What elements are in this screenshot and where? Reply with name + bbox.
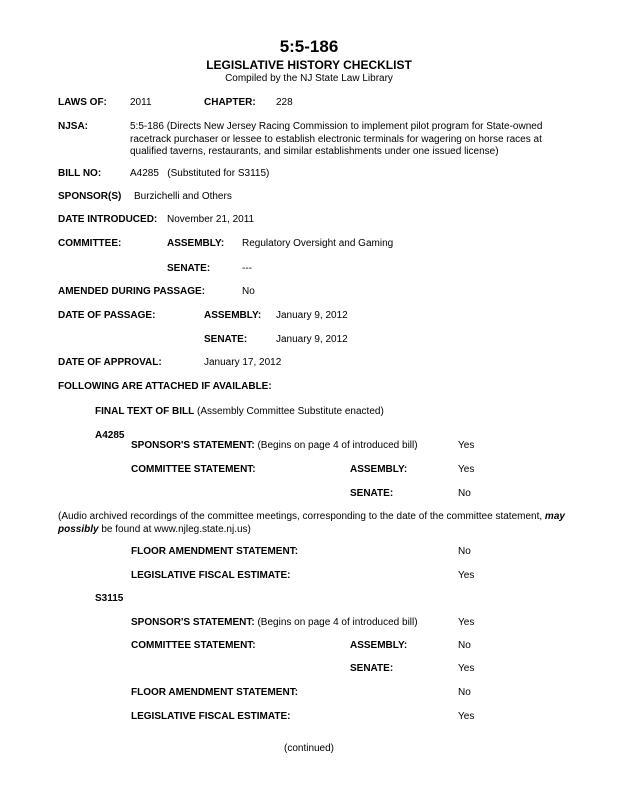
a4285-fiscal-value: Yes bbox=[458, 570, 475, 581]
date-introduced-value: November 21, 2011 bbox=[167, 214, 255, 225]
committee-senate-label: SENATE: bbox=[167, 263, 211, 274]
a4285-senate-value: No bbox=[458, 488, 471, 499]
a4285-senate-label: SENATE: bbox=[350, 488, 394, 499]
compiled-by: Compiled by the NJ State Law Library bbox=[225, 73, 393, 84]
passage-assembly-label: ASSEMBLY: bbox=[204, 310, 262, 321]
sponsors-label: SPONSOR(S) bbox=[58, 191, 122, 202]
amended-value: No bbox=[242, 286, 255, 297]
laws-of-value: 2011 bbox=[130, 97, 152, 108]
audio-note-text-1: (Audio archived recordings of the committee meetings, corresponding to the date of the committee statement, bbox=[58, 511, 545, 522]
chapter-value: 228 bbox=[276, 97, 293, 108]
passage-assembly-value: January 9, 2012 bbox=[276, 310, 348, 321]
committee-assembly-value: Regulatory Oversight and Gaming bbox=[242, 238, 394, 249]
s3115-senate-value: Yes bbox=[458, 663, 475, 674]
s3115-fiscal-value: Yes bbox=[458, 711, 475, 722]
a4285-sponsor-value: Yes bbox=[458, 440, 475, 451]
sponsors-value: Burzichelli and Others bbox=[134, 191, 232, 202]
page-subtitle: LEGISLATIVE HISTORY CHECKLIST bbox=[206, 58, 412, 72]
committee-senate-value: --- bbox=[242, 263, 252, 274]
njsa-label: NJSA: bbox=[58, 121, 89, 132]
s3115-sponsor-label: SPONSOR'S STATEMENT: bbox=[131, 617, 255, 628]
a4285-fiscal-label: LEGISLATIVE FISCAL ESTIMATE: bbox=[131, 570, 291, 581]
page-title: 5:5-186 bbox=[279, 37, 339, 56]
audio-note-emphasis: may possibly bbox=[58, 511, 565, 535]
a4285-floor-label: FLOOR AMENDMENT STATEMENT: bbox=[131, 546, 299, 557]
a4285-assembly-value: Yes bbox=[458, 464, 475, 475]
a4285-assembly-label: ASSEMBLY: bbox=[350, 464, 408, 475]
s3115-sponsor-value: Yes bbox=[458, 617, 475, 628]
date-of-passage-label: DATE OF PASSAGE: bbox=[58, 310, 156, 321]
s3115-senate-label: SENATE: bbox=[350, 663, 394, 674]
committee-label: COMMITTEE: bbox=[58, 238, 122, 249]
a4285-sponsor-label: SPONSOR'S STATEMENT: bbox=[131, 440, 255, 451]
bill-no-value bbox=[130, 168, 269, 179]
continued-footer: (continued) bbox=[283, 743, 335, 754]
final-text-label: FINAL TEXT OF BILL bbox=[95, 406, 195, 417]
s3115-floor-value: No bbox=[458, 687, 471, 698]
s3115-committee-label: COMMITTEE STATEMENT: bbox=[131, 640, 256, 651]
passage-senate-label: SENATE: bbox=[204, 334, 248, 345]
bill-no-number: A4285 bbox=[130, 168, 159, 179]
s3115-sponsor-note: (Begins on page 4 of introduced bill) bbox=[257, 617, 418, 628]
final-text-note: (Assembly Committee Substitute enacted) bbox=[197, 406, 384, 417]
s3115-assembly-label: ASSEMBLY: bbox=[350, 640, 408, 651]
a4285-sponsor-note: (Begins on page 4 of introduced bill) bbox=[257, 440, 418, 451]
amended-label: AMENDED DURING PASSAGE: bbox=[58, 286, 206, 297]
a4285-sponsor-line bbox=[131, 440, 418, 451]
njsa-value: 5:5-186 (Directs New Jersey Racing Commission to implement pilot program for State-owned racetrack purchaser or lessee to establish electronic terminals for wagering on horse races at qualified taverns, restaurants, and similar establishments under one issued license) bbox=[130, 121, 543, 157]
date-of-approval-value: January 17, 2012 bbox=[204, 357, 282, 368]
bill-s3115-heading: S3115 bbox=[95, 593, 124, 604]
final-text-line bbox=[95, 406, 384, 417]
s3115-assembly-value: No bbox=[458, 640, 471, 651]
bill-no-label: BILL NO: bbox=[58, 168, 102, 179]
passage-senate-value: January 9, 2012 bbox=[276, 334, 348, 345]
committee-assembly-label: ASSEMBLY: bbox=[167, 238, 225, 249]
audio-note-text-2: be found at www.njleg.state.nj.us) bbox=[98, 523, 251, 535]
date-of-approval-label: DATE OF APPROVAL: bbox=[58, 357, 162, 368]
s3115-fiscal-label: LEGISLATIVE FISCAL ESTIMATE: bbox=[131, 711, 291, 722]
date-introduced-label: DATE INTRODUCED: bbox=[58, 214, 158, 225]
s3115-sponsor-line bbox=[131, 617, 418, 628]
audio-note bbox=[58, 511, 606, 536]
a4285-floor-value: No bbox=[458, 546, 471, 557]
bill-a4285-heading: A4285 bbox=[95, 430, 125, 441]
chapter-label: CHAPTER: bbox=[204, 97, 256, 108]
s3115-floor-label: FLOOR AMENDMENT STATEMENT: bbox=[131, 687, 299, 698]
laws-of-label: LAWS OF: bbox=[58, 97, 107, 108]
bill-no-note: (Substituted for S3115) bbox=[167, 168, 270, 179]
a4285-committee-label: COMMITTEE STATEMENT: bbox=[131, 464, 256, 475]
attached-heading: FOLLOWING ARE ATTACHED IF AVAILABLE: bbox=[58, 381, 272, 392]
